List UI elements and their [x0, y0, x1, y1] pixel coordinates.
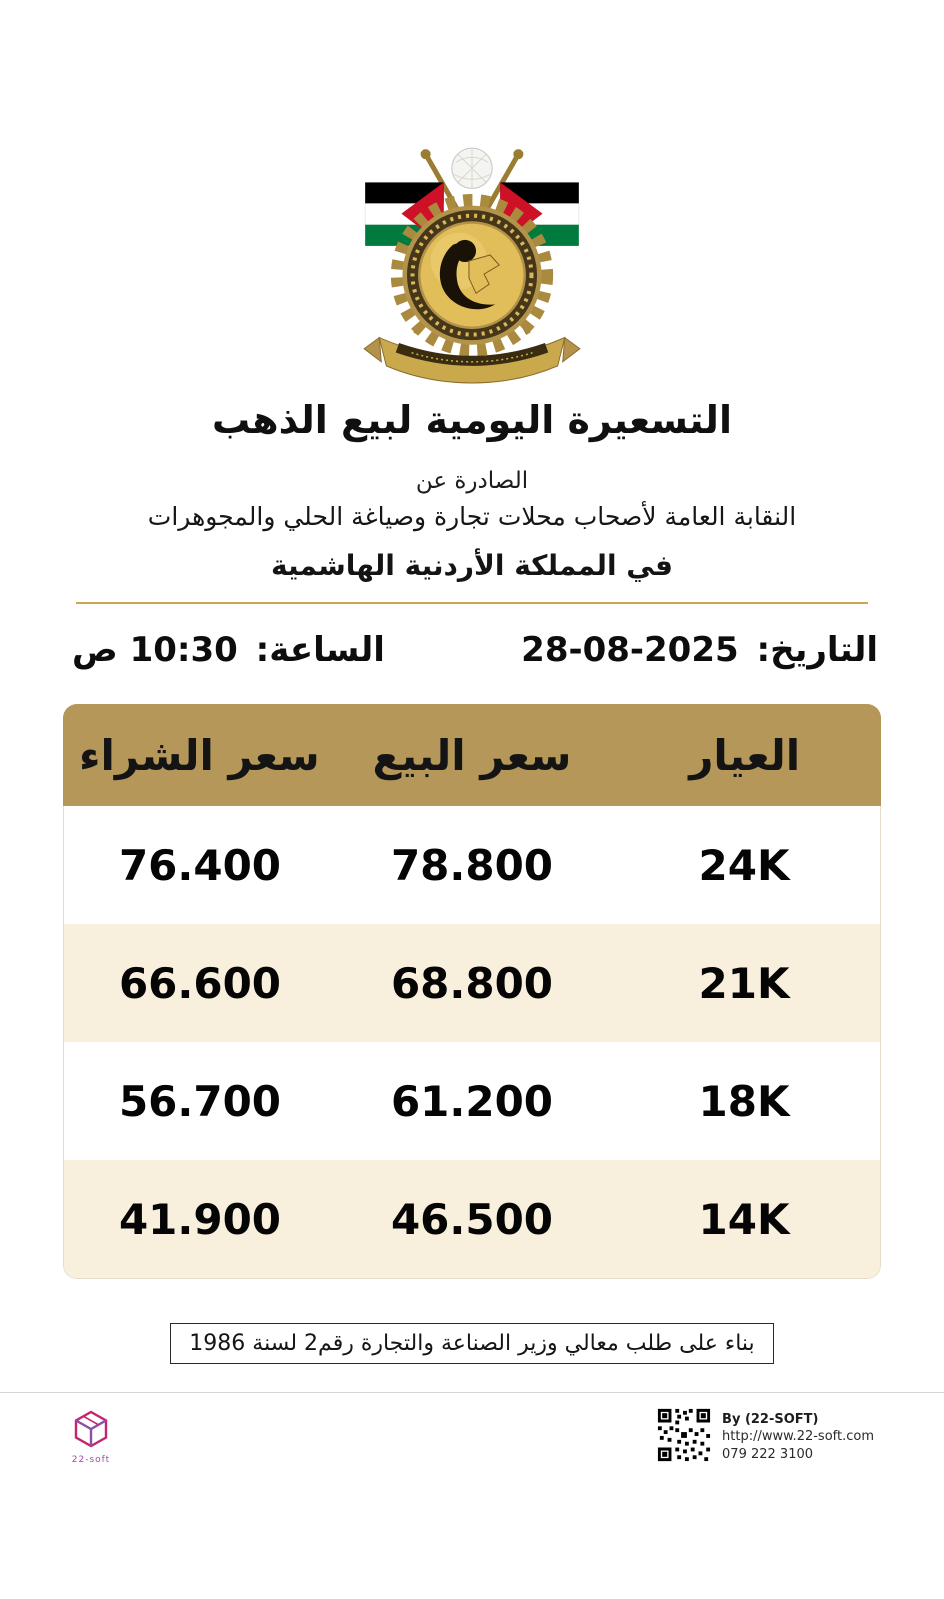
sell-price-cell: 68.800	[390, 958, 554, 1008]
table-row	[64, 1042, 880, 1160]
vendor-logo	[70, 1409, 112, 1465]
table-row	[64, 924, 880, 1042]
organization-line: النقابة العامة لأصحاب محلات تجارة وصياغة الحلي والمجوهرات	[147, 502, 797, 531]
country-line: في المملكة الأردنية الهاشمية	[271, 549, 673, 582]
vendor-credit	[656, 1407, 874, 1467]
col-header-sell-price: سعر البيع	[372, 730, 572, 780]
cube-logo-icon	[70, 1409, 112, 1453]
karat-cell: 14K	[698, 1194, 790, 1244]
buy-price-cell: 66.600	[118, 958, 282, 1008]
legal-note: بناء على طلب معالي وزير الصناعة والتجارة رقم2 لسنة 1986	[170, 1323, 773, 1364]
page-title: التسعيرة اليومية لبيع الذهب	[212, 398, 732, 442]
date-label: التاريخ:	[756, 630, 878, 670]
table-row	[64, 1160, 880, 1278]
time-value: 10:30 ص	[72, 630, 238, 670]
sell-price-cell: 61.200	[390, 1076, 554, 1126]
qr-code-icon	[656, 1407, 712, 1467]
col-header-buy-price: سعر الشراء	[79, 730, 320, 780]
time-field	[66, 630, 385, 670]
syndicate-emblem-icon	[351, 132, 593, 388]
table-body	[63, 806, 881, 1279]
table-row	[64, 806, 880, 924]
vendor-logo-caption: 22-soft	[71, 1455, 111, 1465]
syndicate-logo	[0, 0, 944, 388]
karat-cell: 21K	[698, 958, 790, 1008]
vendor-credit-text	[722, 1411, 874, 1464]
time-label: الساعة:	[255, 630, 385, 670]
credit-phone: 079 222 3100	[722, 1446, 814, 1462]
credit-url: http://www.22-soft.com	[722, 1429, 874, 1445]
footer-bar	[0, 1393, 944, 1467]
karat-cell: 18K	[698, 1076, 790, 1126]
col-header-karat: العيار	[689, 730, 801, 780]
table-header-row	[63, 704, 881, 806]
buy-price-cell: 41.900	[118, 1194, 282, 1244]
gold-price-table	[63, 704, 881, 1279]
gold-divider	[76, 602, 868, 604]
sell-price-cell: 78.800	[390, 840, 554, 890]
buy-price-cell: 76.400	[118, 840, 282, 890]
buy-price-cell: 56.700	[118, 1076, 282, 1126]
date-value: 28-08-2025	[521, 630, 739, 670]
date-field	[515, 630, 878, 670]
issued-by-line: الصادرة عن	[415, 468, 529, 494]
sell-price-cell: 46.500	[390, 1194, 554, 1244]
karat-cell: 24K	[698, 840, 790, 890]
credit-by: By (22-SOFT)	[722, 1411, 819, 1427]
datetime-row	[0, 630, 944, 670]
